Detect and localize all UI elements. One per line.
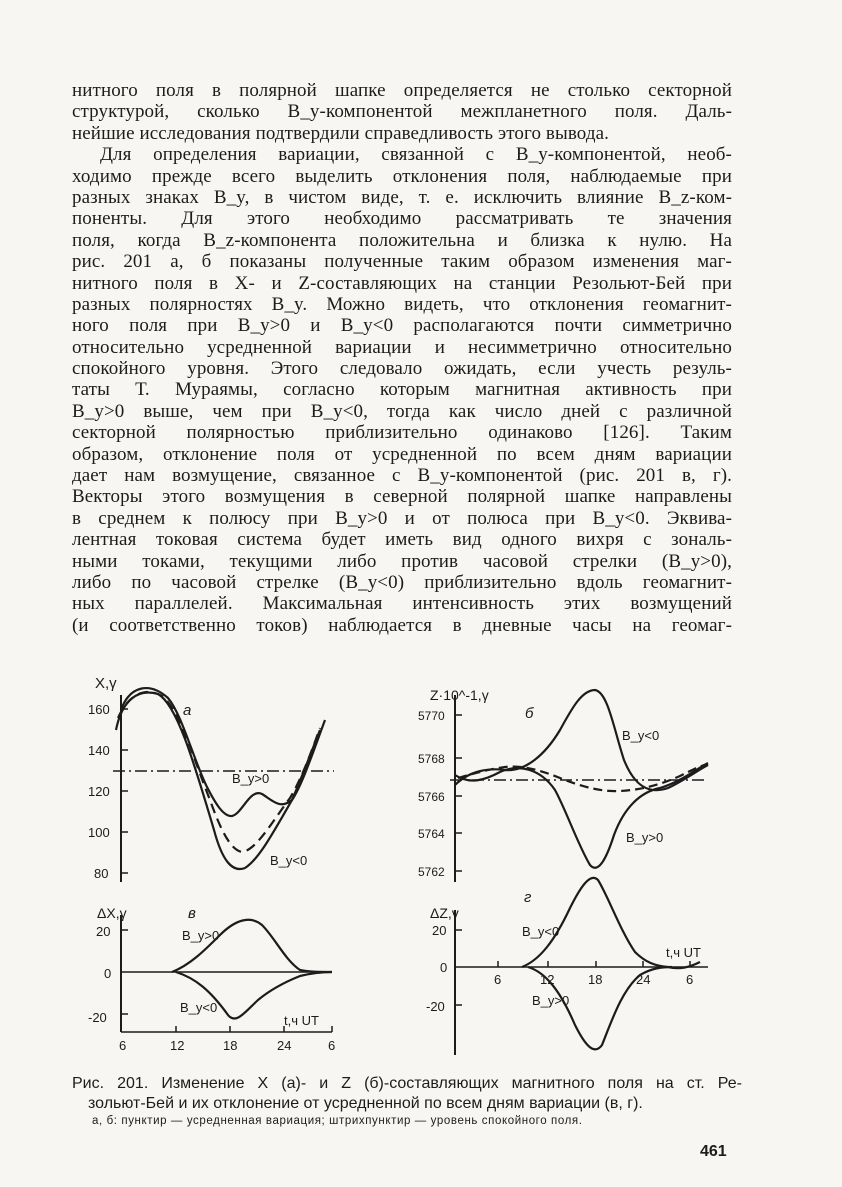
body-line: ных параллелей. Максимальная интенсивность этих возмущений bbox=[72, 593, 732, 615]
body-line: Векторы этого возмущения в северной полярной шапке направлены bbox=[72, 486, 732, 508]
tick-label: -20 bbox=[88, 1010, 107, 1025]
panel-g-letter: г bbox=[524, 889, 532, 906]
tick-label: 6 bbox=[328, 1038, 336, 1053]
tick-label: 20 bbox=[432, 923, 447, 938]
tick-label: 120 bbox=[88, 784, 110, 799]
panel-g-ylabel: ΔZ,γ bbox=[430, 905, 459, 921]
body-line: относительно усредненной вариации и несимметрично относительно bbox=[72, 336, 732, 358]
tick-label: 5768 bbox=[418, 752, 445, 766]
body-line: образом, отклонение поля от усредненной по всем дням вариации bbox=[72, 443, 732, 465]
tick-label: 0 bbox=[440, 960, 448, 975]
panel-g-label-neg: B_y<0 bbox=[522, 924, 560, 939]
body-line: ными токами, текущими либо против часовой стрелки (B_y>0), bbox=[72, 550, 732, 572]
caption-line-3: а, б: пунктир — усредненная вариация; штрихпунктир — уровень спокойного поля. bbox=[92, 1115, 583, 1127]
tick-label: 6 bbox=[686, 972, 694, 987]
tick-label: 20 bbox=[96, 924, 111, 939]
panel-a-label-neg: B_y<0 bbox=[270, 853, 308, 868]
body-line: нейшие исследования подтвердили справедливость этого вывода. bbox=[72, 122, 609, 144]
body-line: ходимо прежде всего выделить отклонения поля, наблюдаемые при bbox=[72, 165, 732, 187]
panel-a-label-pos: B_y>0 bbox=[232, 771, 270, 786]
body-line: в среднем к полюсу при B_y>0 и от полюса при B_y<0. Эквива- bbox=[72, 507, 732, 529]
body-line: рис. 201 а, б показаны полученные таким образом изменения маг- bbox=[72, 251, 732, 273]
tick-label: 80 bbox=[94, 866, 109, 881]
panel-b-ylabel: Z·10^-1,γ bbox=[430, 687, 489, 703]
tick-label: 100 bbox=[88, 825, 110, 840]
panel-b-label-pos: B_y>0 bbox=[626, 830, 664, 845]
panel-a-ylabel: X,γ bbox=[95, 675, 117, 692]
panel-v-label-pos: B_y>0 bbox=[182, 928, 220, 943]
tick-label: 5766 bbox=[418, 790, 445, 804]
page-number: 461 bbox=[700, 1143, 727, 1160]
body-text bbox=[72, 80, 732, 636]
tick-label: 160 bbox=[88, 702, 110, 717]
panel-g-label-pos: B_y>0 bbox=[532, 993, 570, 1008]
body-line: ного поля при B_y>0 и B_y<0 располагаются почти симметрично bbox=[72, 315, 732, 337]
tick-label: 18 bbox=[588, 972, 603, 987]
body-line: нитного поля в полярной шапке определяется не столько секторной bbox=[72, 80, 732, 101]
body-line: лентная токовая система будет иметь вид одного вихря с зональ- bbox=[72, 529, 732, 551]
panel-v-xlabel: t,ч UT bbox=[284, 1013, 319, 1028]
body-line: спокойного уровня. Этого следовало ожидать, если учесть резуль- bbox=[72, 358, 732, 380]
body-line: поненты. Для этого необходимо рассматривать те значения bbox=[72, 208, 732, 230]
tick-label: 24 bbox=[636, 972, 651, 987]
tick-label: 5764 bbox=[418, 827, 445, 841]
body-line: разных знаках B_y, в чистом виде, т. е. исключить влияние B_z-ком- bbox=[72, 186, 732, 208]
panel-b-curve-pos bbox=[455, 763, 708, 868]
tick-label: 0 bbox=[104, 966, 112, 981]
body-line: дает нам возмущение, связанное с B_y-компонентой (рис. 201 в, г). bbox=[72, 465, 732, 487]
body-line: Для определения вариации, связанной с B_y-компонентой, необ- bbox=[100, 144, 732, 166]
tick-label: 5762 bbox=[418, 865, 445, 879]
caption-line-2: зольют-Бей и их отклонение от усредненной по всем дням вариации (в, г). bbox=[88, 1095, 643, 1112]
body-line: секторной полярностью приблизительно одинаково [126]. Таким bbox=[72, 422, 732, 444]
figure-svg bbox=[0, 660, 842, 1060]
panel-a-mean-dashed bbox=[118, 692, 320, 852]
body-line: нитного поля в X- и Z-составляющих на станции Резольют-Бей при bbox=[72, 272, 732, 294]
panel-b-letter: б bbox=[525, 705, 534, 722]
tick-label: 24 bbox=[277, 1038, 292, 1053]
panel-g-xlabel: t,ч UT bbox=[666, 945, 701, 960]
body-line: разных полярностях B_y. Можно видеть, что отклонения геомагнит- bbox=[72, 293, 732, 315]
panel-a-curve-lower bbox=[116, 693, 320, 870]
tick-label: 140 bbox=[88, 743, 110, 758]
tick-label: -20 bbox=[426, 999, 445, 1014]
body-line: таты Т. Мураямы, согласно которым магнитная активность при bbox=[72, 379, 732, 401]
tick-label: 5770 bbox=[418, 709, 445, 723]
panel-v-ylabel: ΔX,γ bbox=[97, 905, 127, 921]
body-line: структурой, сколько B_y-компонентой межпланетного поля. Даль- bbox=[72, 101, 732, 123]
panel-a-letter: а bbox=[183, 702, 192, 719]
tick-label: 6 bbox=[119, 1038, 127, 1053]
tick-label: 18 bbox=[223, 1038, 238, 1053]
body-line: поля, когда B_z-компонента положительна и близка к нулю. На bbox=[72, 229, 732, 251]
panel-b-label-neg: B_y<0 bbox=[622, 728, 660, 743]
caption-line-1: Рис. 201. Изменение X (а)- и Z (б)-составляющих магнитного поля на ст. Ре- bbox=[72, 1075, 742, 1092]
body-line: B_y>0 выше, чем при B_y<0, тогда как число дней с различной bbox=[72, 400, 732, 422]
figure-201 bbox=[0, 660, 842, 1060]
tick-label: 6 bbox=[494, 972, 502, 987]
body-line: либо по часовой стрелке (B_y<0) приблизительно вдоль геомагнит- bbox=[72, 571, 732, 593]
tick-label: 12 bbox=[540, 972, 555, 987]
panel-v-letter: в bbox=[188, 905, 196, 922]
tick-label: 12 bbox=[170, 1038, 185, 1053]
panel-v-label-neg: B_y<0 bbox=[180, 1000, 218, 1015]
body-line: (и соответственно токов) наблюдается в дневные часы на геомаг- bbox=[72, 614, 732, 636]
